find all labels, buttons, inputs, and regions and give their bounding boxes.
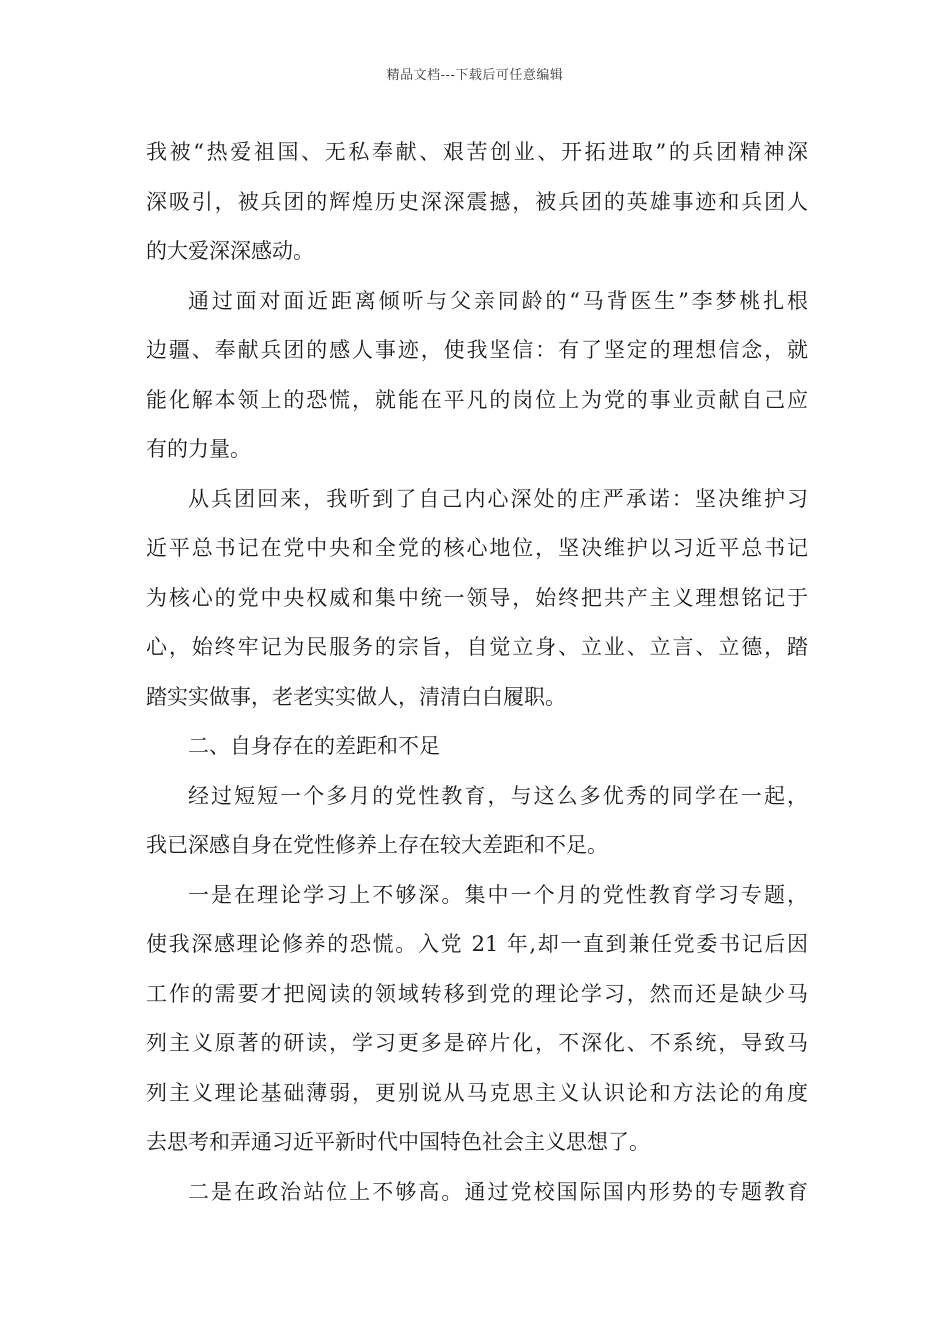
text-line-2: 深吸引，被兵团的辉煌历史深深震撼，被兵团的英雄事迹和兵团人	[146, 189, 808, 214]
text-line-8: 从兵团回来，我听到了自己内心深处的庄严承诺：坚决维护习	[188, 486, 808, 511]
text-line-6: 能化解本领上的恐慌，就能在平凡的岗位上为党的事业贡献自己应	[146, 387, 808, 412]
text-line-21: 去思考和弄通习近平新时代中国特色社会主义思想了。	[146, 1130, 650, 1154]
document-body	[146, 128, 808, 1217]
text-line-20: 列主义理论基础薄弱，更别说从马克思主义认识论和方法论的角度	[146, 1080, 808, 1105]
text-line-11: 心，始终牢记为民服务的宗旨，自觉立身、立业、立言、立德，踏	[146, 635, 808, 659]
text-line-18: 工作的需要才把阅读的领域转移到党的理论学习，然而还是缺少马	[146, 981, 808, 1006]
page-header: 精品文档---下载后可任意编辑	[386, 68, 564, 83]
text-line-14: 经过短短一个多月的党性教育，与这么多优秀的同学在一起，	[188, 783, 808, 808]
text-line-22: 二是在政治站位上不够高。通过党校国际国内形势的专题教育	[188, 1179, 808, 1204]
text-line-10: 为核心的党中央权威和集中统一领导，始终把共产主义理想铭记于	[146, 585, 808, 610]
text-line-17: 使我深感理论修养的恐慌。入党 21 年,却一直到兼任党委书记后因	[146, 932, 808, 956]
section-heading: 二、自身存在的差距和不足	[188, 734, 440, 758]
text-line-1: 我被“热爱祖国、无私奉献、艰苦创业、开拓进取”的兵团精神深	[146, 140, 808, 164]
text-line-16: 一是在理论学习上不够深。集中一个月的党性教育学习专题，	[188, 882, 808, 907]
text-line-4: 通过面对面近距离倾听与父亲同龄的“马背医生”李梦桃扎根	[188, 288, 808, 313]
text-line-19: 列主义原著的研读，学习更多是碎片化，不深化、不系统，导致马	[146, 1031, 808, 1055]
text-line-12: 踏实实做事，老老实实做人，清清白白履职。	[146, 684, 566, 709]
text-line-9: 近平总书记在党中央和全党的核心地位，坚决维护以习近平总书记	[146, 536, 808, 560]
text-line-15: 我已深感自身在党性修养上存在较大差距和不足。	[146, 833, 608, 857]
text-line-5: 边疆、奉献兵团的感人事迹，使我坚信：有了坚定的理想信念，就	[146, 338, 808, 362]
text-line-3: 的大爱深深感动。	[146, 239, 314, 263]
text-line-7: 有的力量。	[146, 437, 251, 461]
